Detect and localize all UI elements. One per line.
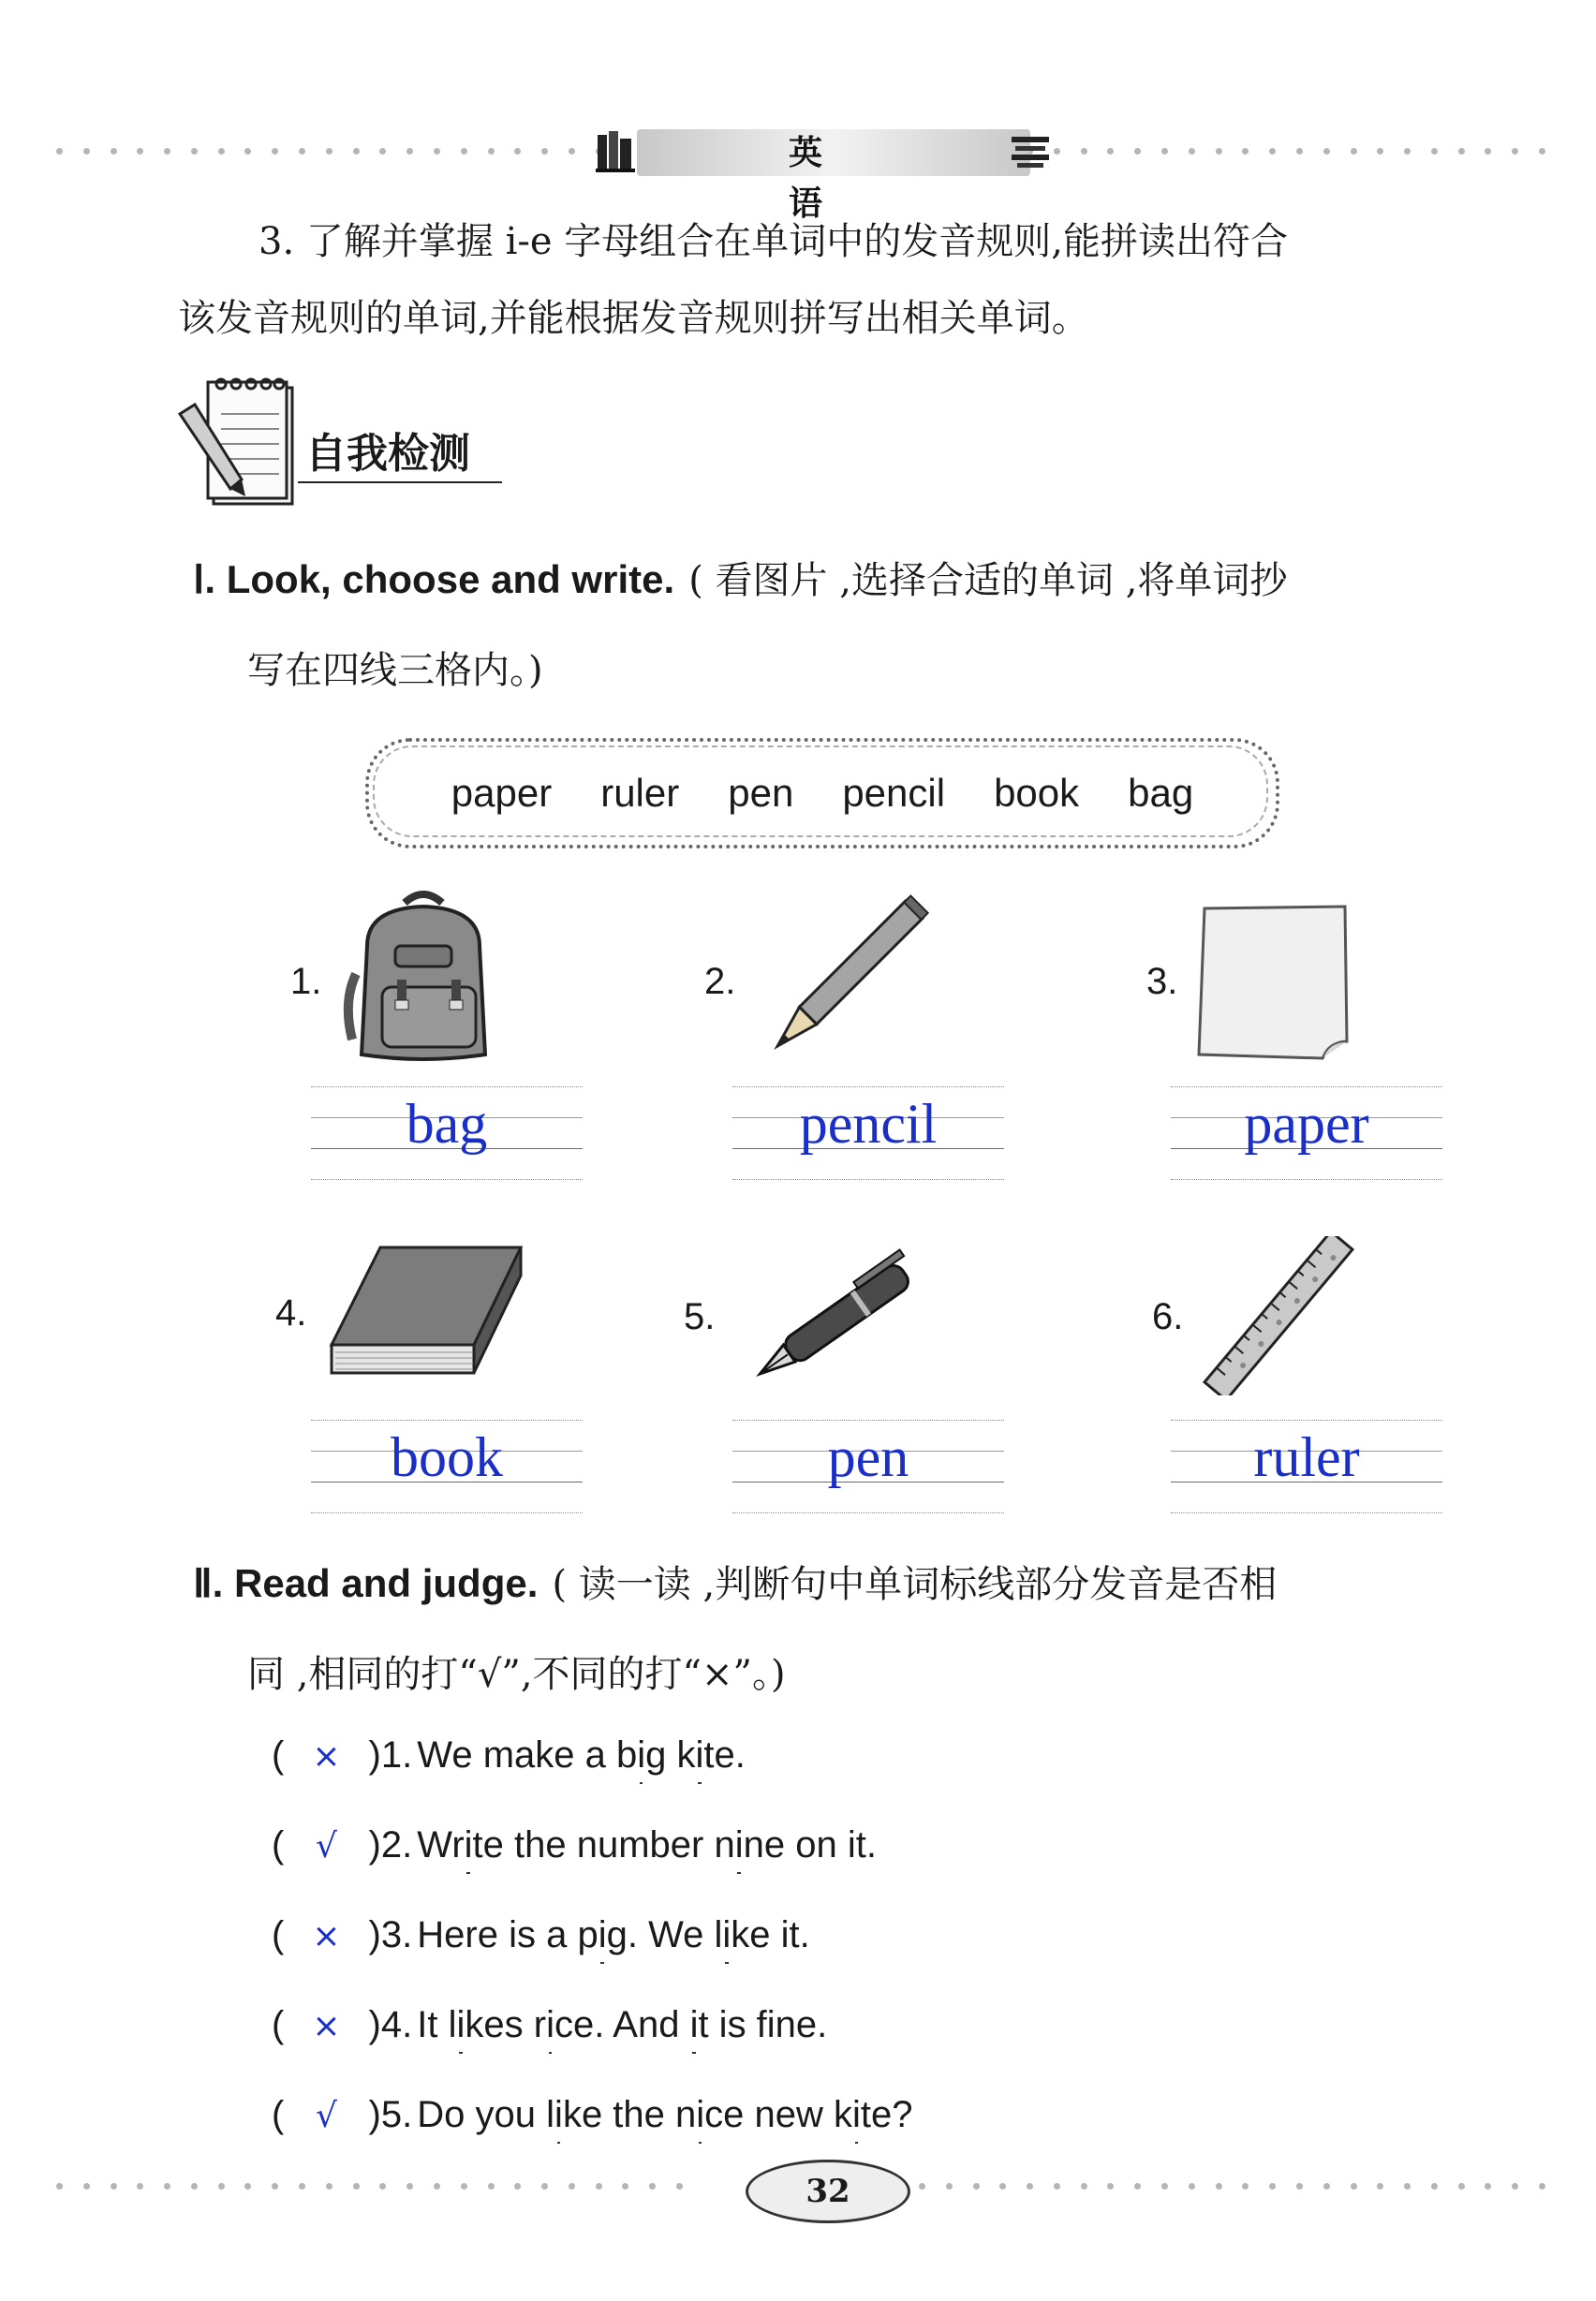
rule-dot — [514, 148, 521, 155]
underlined-letter: i — [722, 1914, 732, 1955]
judge-mark: √ — [315, 2097, 337, 2135]
rule-dot — [1189, 148, 1195, 155]
underlined-letter: i — [598, 1914, 607, 1955]
rule-dot — [111, 2183, 117, 2190]
rule-dot — [379, 2183, 386, 2190]
word-box — [365, 738, 1279, 848]
judge-number: 1. — [380, 1734, 413, 1776]
underlined-letter: i — [852, 2094, 861, 2135]
rule-dot — [434, 148, 440, 155]
rule-dot — [353, 2183, 360, 2190]
judge-sentence: It likes rice. And it is fine. — [417, 2004, 828, 2045]
rule-dot — [461, 2183, 467, 2190]
rule-dot — [218, 148, 225, 155]
rule-dot — [1216, 148, 1222, 155]
judge-mark: × — [312, 1737, 341, 1776]
answer-word: book — [391, 1426, 503, 1488]
rule-dot — [1458, 148, 1465, 155]
rule-dot — [1134, 148, 1141, 155]
judge-number: 5. — [380, 2094, 413, 2135]
rule-dot — [1404, 148, 1411, 155]
rule-dot — [541, 2183, 548, 2190]
underlined-letter: i — [554, 2094, 563, 2135]
judge-sentence: We make a big kite. — [417, 1734, 746, 1776]
item-number: 2. — [704, 961, 736, 1002]
rule-dot — [83, 148, 90, 155]
item-number: 1. — [290, 961, 322, 1002]
header-subject: 英 语 — [788, 133, 897, 223]
rule-dot — [999, 2183, 1006, 2190]
rule-dot — [1351, 148, 1357, 155]
judge-number: 3. — [380, 1914, 413, 1955]
rule-dot — [244, 148, 251, 155]
rule-dot — [1161, 148, 1168, 155]
underlined-letter: i — [696, 2094, 705, 2135]
part2-title: Ⅱ. Read and judge. — [193, 1561, 539, 1605]
rule-dot — [1323, 2183, 1330, 2190]
rule-dot — [1512, 2183, 1518, 2190]
answer-word: pencil — [799, 1093, 938, 1155]
rule-dot — [272, 148, 278, 155]
rule-dot — [1242, 2183, 1249, 2190]
judge-item: ( √ )5. Do you like the nice new kite? — [272, 2094, 913, 2135]
part1-heading — [193, 551, 1287, 604]
rule-dot — [191, 2183, 198, 2190]
judge-mark: √ — [315, 1827, 337, 1866]
rule-dot — [406, 148, 413, 155]
rule-dot — [1081, 2183, 1087, 2190]
rule-dot — [326, 148, 332, 155]
rule-dot — [1081, 148, 1087, 155]
rule-dot — [434, 2183, 440, 2190]
rule-dot — [137, 148, 143, 155]
page-number: 32 — [746, 2160, 910, 2223]
rule-dot — [406, 2183, 413, 2190]
word-choice: pen — [728, 771, 794, 815]
rule-dot — [1512, 148, 1518, 155]
underlined-letter: i — [689, 2004, 699, 2045]
rule-dot — [164, 148, 170, 155]
rule-dot — [973, 2183, 980, 2190]
pencil-icon — [757, 892, 935, 1073]
rule-dot — [1054, 2183, 1060, 2190]
judge-item: ( × )4. It likes rice. And it is fine. — [272, 2004, 828, 2045]
rule-dot — [272, 2183, 278, 2190]
judge-number: 4. — [380, 2004, 413, 2045]
rule-dot — [569, 148, 575, 155]
judge-mark: × — [312, 2007, 341, 2045]
rule-dot — [1377, 2183, 1383, 2190]
rule-dot — [596, 2183, 602, 2190]
rule-dot — [1189, 2183, 1195, 2190]
rule-dot — [1027, 2183, 1033, 2190]
underlined-letter: i — [464, 1824, 473, 1866]
rule-dot — [461, 148, 467, 155]
judge-item: ( √ )2. Write the number nine on it. — [272, 1824, 877, 1866]
rule-dot — [137, 2183, 143, 2190]
rule-dot — [1216, 2183, 1222, 2190]
word-choice: paper — [451, 771, 553, 815]
notepad-pencil-icon — [176, 376, 298, 511]
book-icon — [324, 1242, 525, 1395]
rule-dot — [569, 2183, 575, 2190]
answer-word: paper — [1244, 1093, 1369, 1155]
rule-dot — [1161, 2183, 1168, 2190]
answer-word: pen — [827, 1426, 909, 1488]
rule-dot — [1431, 148, 1438, 155]
word-choice: bag — [1128, 771, 1194, 815]
word-choice: ruler — [600, 771, 680, 815]
rule-dot — [676, 2183, 683, 2190]
intro-line-2: 该发音规则的单词,并能根据发音规则拼写出相关单词。 — [178, 297, 1089, 340]
judge-mark: × — [312, 1917, 341, 1955]
judge-item: ( × )3. Here is a pig. We like it. — [272, 1914, 810, 1955]
judge-sentence: Here is a pig. We like it. — [417, 1914, 810, 1955]
rule-dot — [514, 2183, 521, 2190]
rule-dot — [1485, 2183, 1491, 2190]
part2-instruction-1: ( 读一读 ,判断句中单词标线部分发音是否相 — [552, 1563, 1278, 1606]
rule-dot — [56, 2183, 63, 2190]
rule-dot — [244, 2183, 251, 2190]
underlined-letter: i — [546, 2004, 554, 2045]
rule-dot — [622, 2183, 628, 2190]
underlined-letter: i — [637, 1734, 646, 1776]
backpack-icon — [339, 890, 508, 1068]
word-choice: pencil — [842, 771, 946, 815]
section-title: 自我检测 — [305, 430, 470, 478]
shelf-icon — [1012, 137, 1049, 172]
rule-dot — [919, 2183, 925, 2190]
underlined-letter: i — [734, 1824, 744, 1866]
item-number: 5. — [684, 1296, 716, 1337]
rule-dot — [1377, 148, 1383, 155]
rule-dot — [488, 148, 495, 155]
rule-dot — [946, 2183, 953, 2190]
item-number: 3. — [1146, 961, 1178, 1002]
rule-dot — [326, 2183, 332, 2190]
rule-dot — [83, 2183, 90, 2190]
part2-instruction-2: 同 ,相同的打“√”,不同的打“×”。) — [247, 1653, 786, 1696]
books-icon — [596, 129, 635, 176]
fountain-pen-icon — [740, 1236, 946, 1399]
part2-heading — [193, 1555, 1277, 1608]
rule-dot — [111, 148, 117, 155]
rule-dot — [1269, 2183, 1276, 2190]
judge-sentence: Write the number nine on it. — [417, 1824, 877, 1866]
intro-line-1: 3. 了解并掌握 i-e 字母组合在单词中的发音规则,能拼读出符合 — [259, 220, 1289, 263]
rule-dot — [1296, 2183, 1303, 2190]
rule-dot — [649, 2183, 656, 2190]
part1-instruction-2: 写在四线三格内。) — [247, 649, 543, 692]
rule-dot — [1485, 148, 1491, 155]
answer-word: ruler — [1253, 1426, 1360, 1488]
rule-dot — [1269, 148, 1276, 155]
rule-dot — [1323, 148, 1330, 155]
item-number: 4. — [275, 1292, 307, 1334]
part1-title: Ⅰ. Look, choose and write. — [193, 557, 675, 601]
rule-dot — [164, 2183, 170, 2190]
rule-dot — [1431, 2183, 1438, 2190]
part1-instruction-1: ( 看图片 ,选择合适的单词 ,将单词抄 — [688, 559, 1288, 602]
underlined-letter: i — [456, 2004, 466, 2045]
paper-icon — [1191, 901, 1356, 1069]
word-choice: book — [994, 771, 1080, 815]
rule-dot — [379, 148, 386, 155]
rule-dot — [191, 148, 198, 155]
rule-dot — [1539, 148, 1545, 155]
rule-dot — [1296, 148, 1303, 155]
judge-item: ( × )1. We make a big kite. — [272, 1734, 746, 1776]
rule-dot — [488, 2183, 495, 2190]
rule-dot — [1107, 148, 1114, 155]
rule-dot — [541, 148, 548, 155]
rule-dot — [1242, 148, 1249, 155]
rule-dot — [218, 2183, 225, 2190]
answer-word: bag — [406, 1093, 488, 1155]
rule-dot — [56, 148, 63, 155]
rule-dot — [353, 148, 360, 155]
rule-dot — [1054, 148, 1060, 155]
rule-dot — [1134, 2183, 1141, 2190]
ruler-icon — [1199, 1236, 1358, 1399]
underlined-letter: i — [695, 1734, 704, 1776]
rule-dot — [299, 2183, 305, 2190]
section-title-underline — [298, 481, 502, 483]
item-number: 6. — [1152, 1296, 1184, 1337]
rule-dot — [1458, 2183, 1465, 2190]
rule-dot — [1107, 2183, 1114, 2190]
judge-sentence: Do you like the nice new kite? — [417, 2094, 913, 2135]
judge-number: 2. — [380, 1824, 413, 1866]
rule-dot — [1351, 2183, 1357, 2190]
rule-dot — [299, 148, 305, 155]
rule-dot — [1404, 2183, 1411, 2190]
rule-dot — [1539, 2183, 1545, 2190]
